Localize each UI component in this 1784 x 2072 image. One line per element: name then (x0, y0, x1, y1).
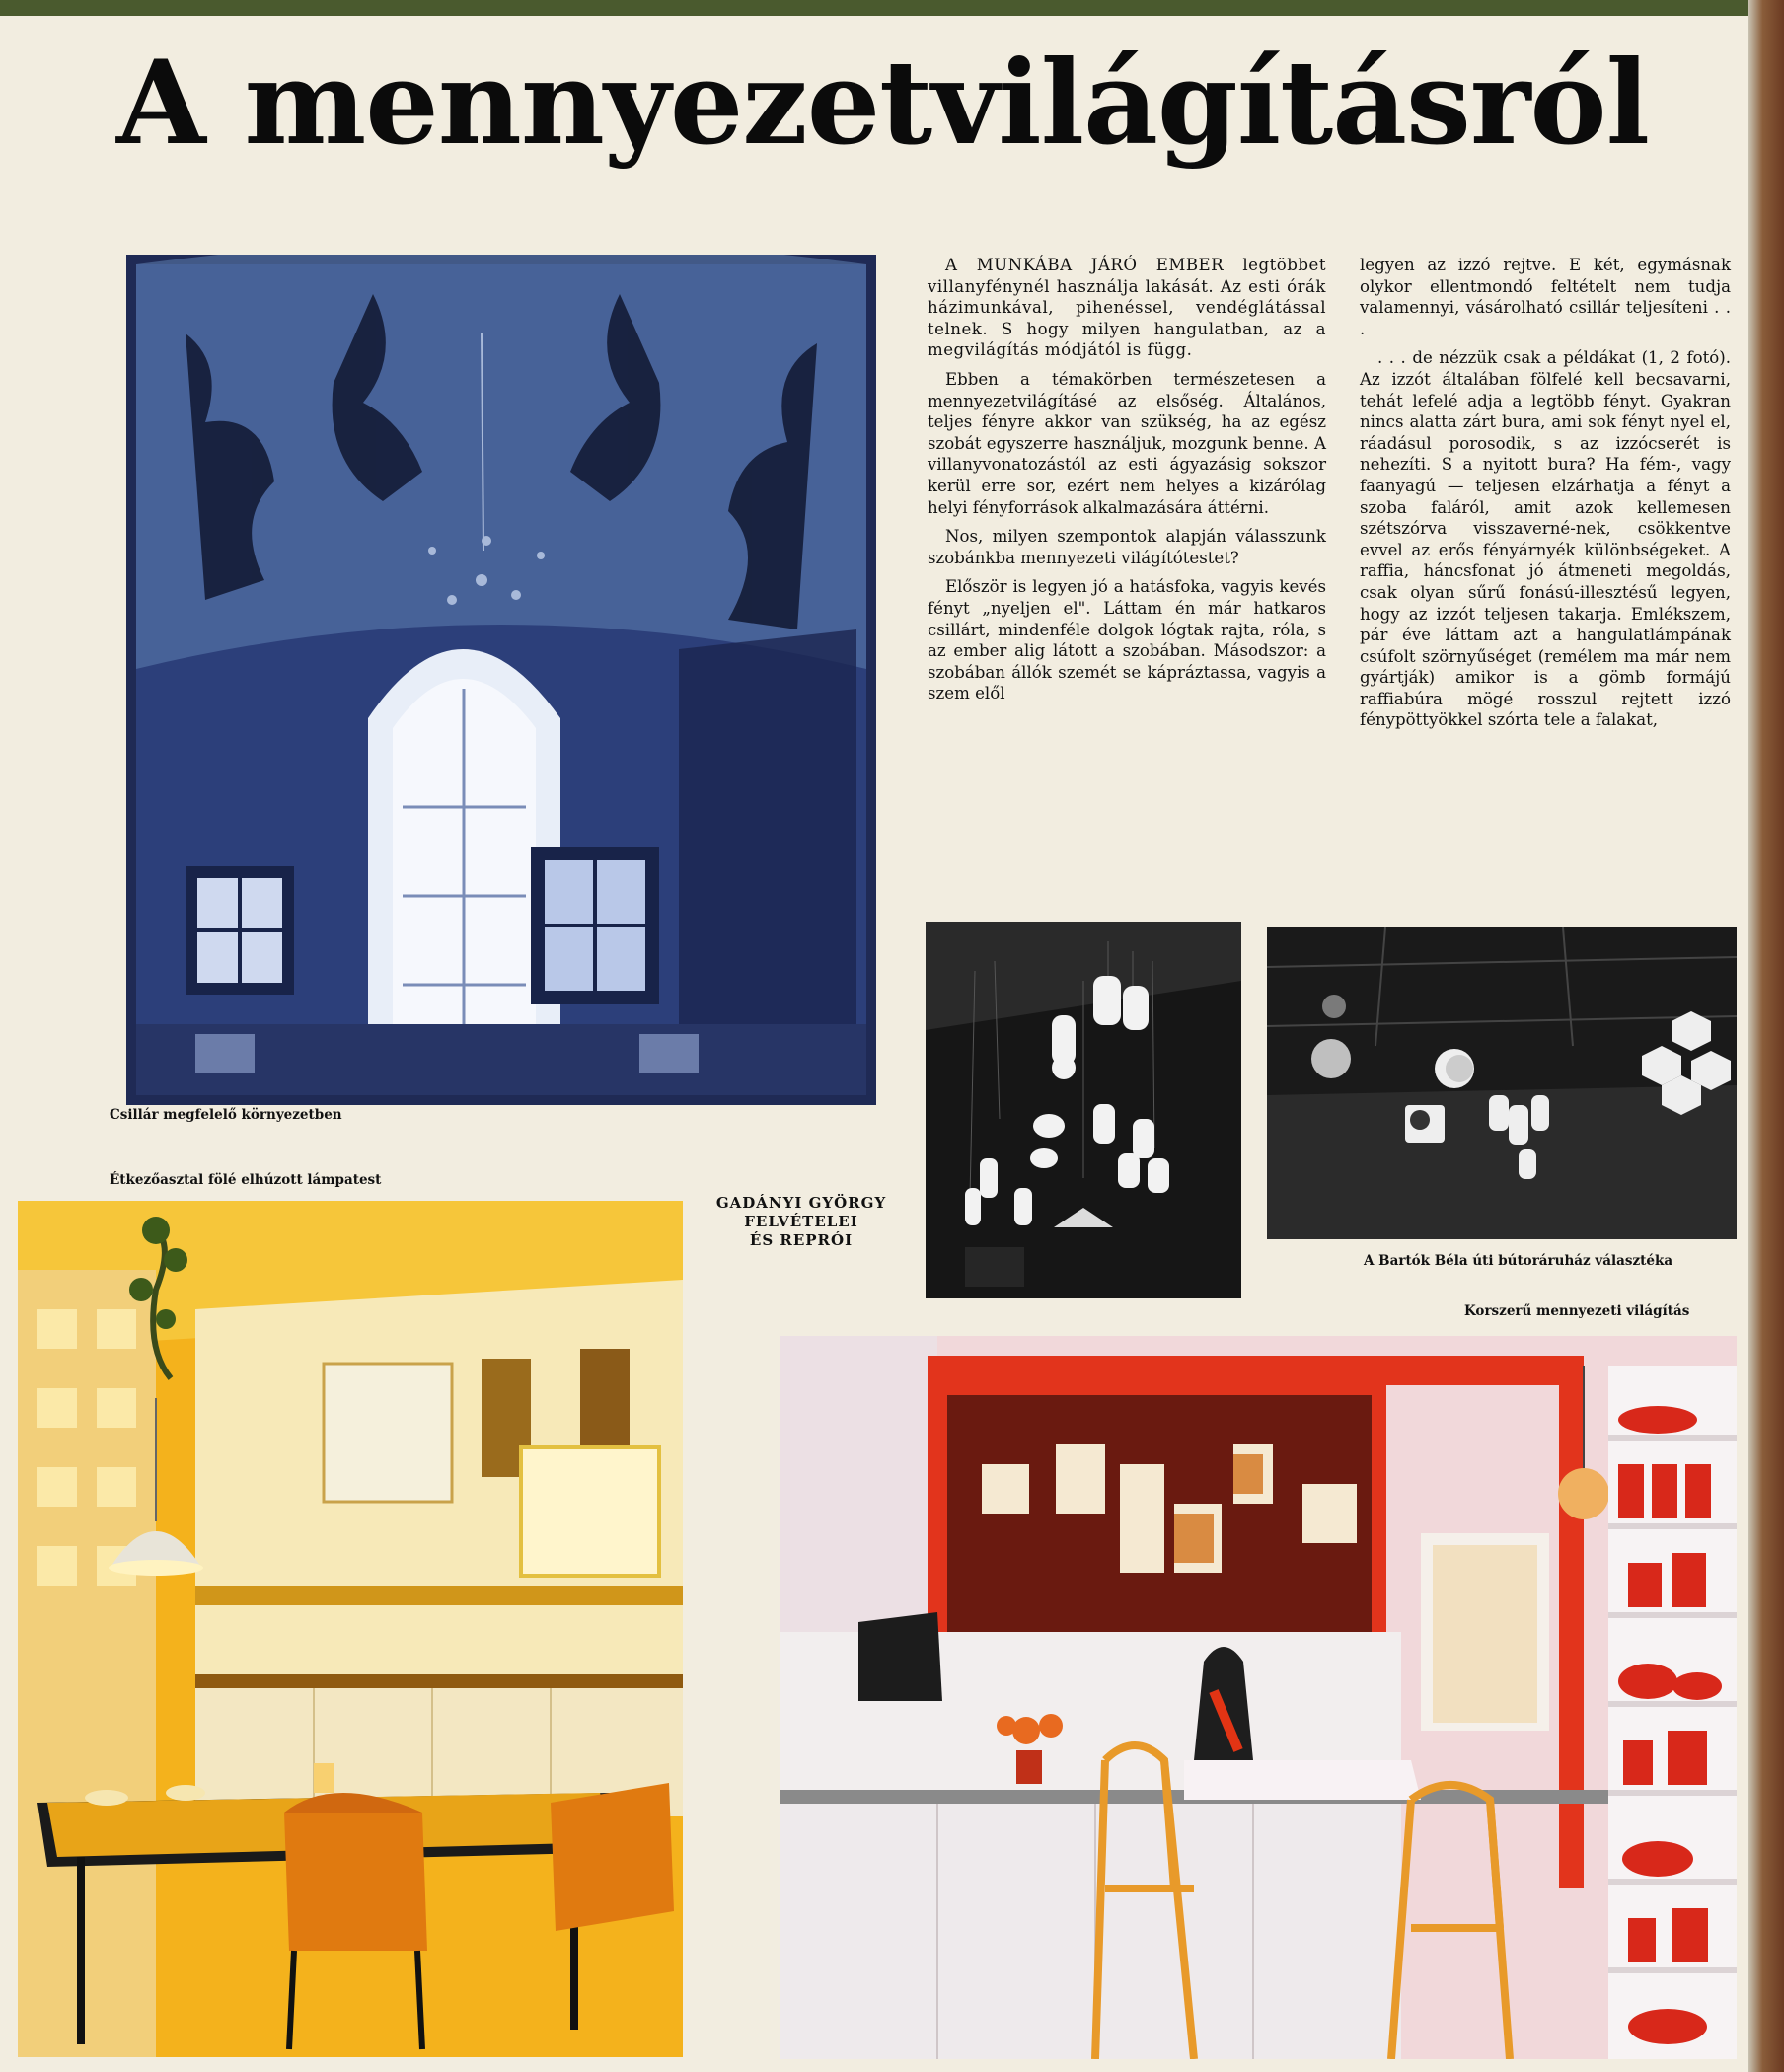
paragraph: Először is legyen jó a hatásfoka, vagyis kevés fényt „nyeljen el". Láttam én már hatkaros csillárt, mindenféle dolgok lógtak rajta, róla, s az ember alig látott a szobában. Másodszor: a szobában állók szemét se kápráztassa, vagyis a szem elől (928, 577, 1326, 703)
modern-caption: Korszerű mennyezeti világítás (1464, 1303, 1690, 1319)
top-edge (0, 0, 1784, 16)
store-caption: A Bartók Béla úti bútoráruház választéka (1364, 1253, 1673, 1269)
paragraph: legyen az izzó rejtve. E két, egymásnak olykor ellentmondó feltételt nem tudja valamennyi, vásárolható csillár teljesíteni . . . (1360, 256, 1731, 338)
chandelier-photo (126, 255, 876, 1105)
text-column-2 (1360, 255, 1731, 739)
book-spine (1748, 0, 1784, 2072)
red-kitchen-photo (780, 1336, 1737, 2059)
credit-line: ÉS REPRÓI (749, 1231, 854, 1249)
paragraph: A MUNKÁBA JÁRÓ EMBER legtöbbet villanyfénynél használja lakását. Az esti órák házimunkával, pihenéssel, vendéglátással telnek. S hogy milyen hangulatban, az a megvilágítás módjától is függ. (928, 256, 1326, 360)
paragraph: Ebben a témakörben természetesen a mennyezetvilágításé az elsőség. Általános, teljes fényre akkor van szükség, ha az egész szobát egyszerre használjuk, mozgunk benne. A villanyvonatozástól az esti ágyazásig sokszor kerül erre sor, ezért nem helyes a kizárólag helyi fényforrások alkalmazására áttérni. (928, 369, 1326, 517)
store-lamps-photo-2 (1267, 927, 1737, 1239)
paragraph: Nos, milyen szempontok alapján válasszunk szobánkba mennyezeti világítótestet? (928, 527, 1326, 567)
dining-caption: Étkezőasztal fölé elhúzott lámpatest (110, 1172, 382, 1188)
photo-credit (703, 1194, 900, 1250)
chandelier-caption: Csillár megfelelő környezetben (110, 1107, 342, 1123)
credit-line: GADÁNYI GYÖRGY (715, 1194, 887, 1212)
credit-line: FELVÉTELEI (744, 1213, 858, 1230)
text-column-1 (928, 255, 1326, 712)
paragraph: . . . de nézzük csak a példákat (1, 2 fotó). Az izzót általában fölfelé kell becsavarni, tehát lefelé adja a legtöbb fényt. Gyakran nincs alatta zárt bura, ami sok fényt nyel el, ráadásul porosodik, s az izzócserét is nehezíti. S a nyitott bura? Ha fém-, vagy faanyagú — teljesen elzárhatja a fényt a szoba faláról, amit azok kellemesen szétszórva visszaverné-nek, csökkentve evvel az erős fényárnyék különbségeket. A raffia, háncsfonat jó átmeneti megoldás, csak olyan sűrű fonású-illesztésű legyen, hogy az izzót teljesen takarja. Emlékszem, pár éve láttam azt a hangulatlámpának csúfolt szörnyűséget (remélem ma már nem gyártják) amikor is a gömb formájú raffiabúra mögé rosszul rejtett izzó fénypöttyökkel szórta tele a falakat, (1360, 348, 1731, 730)
yellow-kitchen-photo (18, 1201, 683, 2057)
page-title: A mennyezetvilágításról (116, 35, 1650, 171)
store-lamps-photo-1 (926, 922, 1241, 1298)
